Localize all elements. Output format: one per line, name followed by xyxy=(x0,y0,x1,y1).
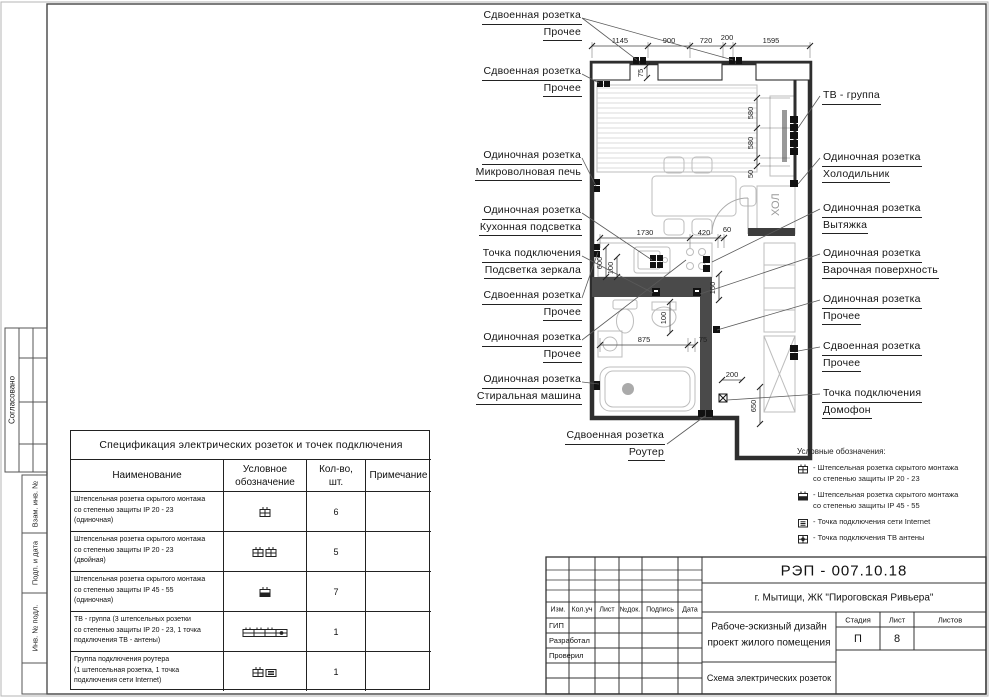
stage-value: П xyxy=(854,633,862,645)
spec-row-name: Штепсельная розетка скрытого монтажа со степенью защиты IP 20 - 23 (одиночная) xyxy=(71,491,223,531)
fridge-label: ХОЛ xyxy=(770,193,782,216)
tv-point-icon xyxy=(797,534,809,544)
svg-text:100: 100 xyxy=(606,261,615,275)
outlet-fridge xyxy=(790,180,798,187)
spec-col-symbol: Условное обозначение xyxy=(223,459,306,491)
basin-shelf xyxy=(652,302,676,310)
spec-table-title: Спецификация электрических розеток и точек подключения xyxy=(99,439,403,451)
svg-text:200: 200 xyxy=(720,33,734,42)
vzam-inv-label: Взам. инв. № xyxy=(30,480,40,528)
svg-text:600: 600 xyxy=(595,256,604,270)
bathroom-wall xyxy=(592,277,700,297)
outlet-single-ip20-icon xyxy=(223,491,306,531)
callout-fridge-outlet: Одиночная розетка Холодильник xyxy=(822,150,987,183)
floor-plan xyxy=(582,18,820,458)
legend-item: - Штепсельная розетка скрытого монтажа со степенью защиты IP 20 - 23 xyxy=(797,463,990,485)
toilet-tank xyxy=(613,300,637,309)
spec-row-name: Группа подключения роутера (1 штепсельная розетка, 1 точка подключения сети Internet) xyxy=(71,651,223,691)
rev-header-izm: Изм. xyxy=(550,606,566,614)
hob-burner xyxy=(699,249,706,256)
outlet-washer xyxy=(594,381,600,390)
rev-header-ndok: №док. xyxy=(619,606,641,614)
spec-table xyxy=(70,430,430,690)
outlet-counter-cluster xyxy=(650,255,663,268)
svg-text:720: 720 xyxy=(699,36,713,45)
outlet-hall-right xyxy=(790,345,798,360)
outlet-double-ip20-icon xyxy=(223,531,306,571)
rev-header-list: Лист xyxy=(599,606,615,614)
hall-wall xyxy=(700,277,712,418)
floor-plan-outlets xyxy=(594,57,798,417)
svg-text:75: 75 xyxy=(698,335,708,344)
table xyxy=(652,176,736,216)
spec-row-qty: 6 xyxy=(306,491,365,531)
callout-hob-outlet: Одиночная розетка Варочная поверхность xyxy=(822,246,987,279)
outlet-mirror xyxy=(652,288,660,296)
legend-item: - Штепсельная розетка скрытого монтажа со степенью защиты IP 45 - 55 xyxy=(797,490,990,512)
svg-text:1595: 1595 xyxy=(762,36,780,45)
spec-row-note xyxy=(365,651,431,691)
outlet-single-ip45-icon xyxy=(797,491,809,501)
svg-text:650: 650 xyxy=(749,399,758,413)
spec-row-qty: 7 xyxy=(306,571,365,611)
callout-router-outlet: Сдвоенная розетка Роутер xyxy=(480,428,665,461)
spec-row-qty: 5 xyxy=(306,531,365,571)
svg-text:900: 900 xyxy=(662,36,676,45)
spec-col-note: Примечание xyxy=(365,459,431,491)
outlet-microwave xyxy=(594,179,600,192)
router-group-icon xyxy=(223,651,306,691)
podp-data-label: Подп. и дата xyxy=(30,540,40,586)
callout-microwave-outlet: Одиночная розетка Микроволновая печь xyxy=(440,148,582,181)
chair xyxy=(664,157,684,173)
outlet-single-ip45-icon xyxy=(223,571,306,611)
role-checked: Проверил xyxy=(549,651,584,660)
spec-row-note xyxy=(365,611,431,651)
spec-col-qty: Кол-во, шт. xyxy=(306,459,365,491)
svg-text:60: 60 xyxy=(722,225,732,234)
svg-text:1145: 1145 xyxy=(611,36,629,45)
callout-double-outlet-other-top: Сдвоенная розетка Прочее xyxy=(440,8,582,41)
rev-header-data: Дата xyxy=(682,606,698,614)
tv-group-outlets xyxy=(790,116,798,155)
callout-single-outlet-other: Одиночная розетка Прочее xyxy=(440,330,582,363)
chair xyxy=(692,157,712,173)
spec-row-note xyxy=(365,531,431,571)
toilet-bowl xyxy=(617,309,634,333)
internet-point-icon xyxy=(797,518,809,528)
svg-text:75: 75 xyxy=(636,68,645,78)
intercom-point xyxy=(719,394,727,402)
approved-label: Согласовано xyxy=(7,375,17,425)
inv-podl-label: Инв. № подл. xyxy=(30,604,40,652)
callout-single-outlet-other-right: Одиночная розетка Прочее xyxy=(822,292,987,325)
svg-text:150: 150 xyxy=(708,281,717,295)
double-outlet-corner xyxy=(597,81,610,87)
stage-label: Стадия xyxy=(845,615,871,625)
svg-text:1730: 1730 xyxy=(636,228,654,237)
svg-text:875: 875 xyxy=(637,335,651,344)
project-location: г. Мытищи, ЖК "Пироговская Ривьера" xyxy=(754,592,934,604)
callout-double-outlet-other-3: Сдвоенная розетка Прочее xyxy=(440,288,582,321)
callout-tv-group: ТВ - группа xyxy=(822,88,987,120)
doc-number: РЭП - 007.10.18 xyxy=(780,562,908,580)
svg-text:200: 200 xyxy=(725,370,739,379)
svg-text:580: 580 xyxy=(746,106,755,120)
dimension-labels xyxy=(595,33,779,412)
callout-washing-machine-outlet: Одиночная розетка Стиральная машина xyxy=(440,372,582,405)
outlet-hood-pair xyxy=(703,256,710,272)
project-name-line2: проект жилого помещения xyxy=(707,637,831,649)
spec-row-qty: 1 xyxy=(306,651,365,691)
sheet-value: 8 xyxy=(893,633,901,645)
floor-plan-furniture xyxy=(597,85,795,412)
callout-kitchen-light-outlet: Одиночная розетка Кухонная подсветка xyxy=(440,203,582,236)
legend-title: Условные обозначения: xyxy=(797,447,886,456)
hob-burner xyxy=(687,249,694,256)
callout-double-outlet-other-right: Сдвоенная розетка Прочее xyxy=(822,339,987,372)
outlet-single-ip20-icon xyxy=(797,464,809,474)
spec-row-qty: 1 xyxy=(306,611,365,651)
role-developed: Разработал xyxy=(549,636,590,645)
floor-plan-walls xyxy=(592,63,810,458)
legend-item: - Точка подключения сети Internet xyxy=(797,517,990,528)
spec-row-name: Штепсельная розетка скрытого монтажа со степенью защиты IP 45 - 55 (одиночная) xyxy=(71,571,223,611)
chair xyxy=(664,219,684,235)
spec-row-note xyxy=(365,571,431,611)
callout-mirror-light-point: Точка подключения Подсветка зеркала xyxy=(440,246,582,279)
svg-text:50: 50 xyxy=(746,169,755,179)
callout-double-outlet-other-2: Сдвоенная розетка Прочее xyxy=(440,64,582,97)
sheet-label: Лист xyxy=(888,615,906,625)
legend-item: - Точка подключения ТВ антены xyxy=(797,533,990,544)
legend xyxy=(797,447,990,549)
svg-text:580: 580 xyxy=(746,136,755,150)
spec-row-name: Штепсельная розетка скрытого монтажа со степенью защиты IP 20 - 23 (двойная) xyxy=(71,531,223,571)
spec-row-name: ТВ - группа (3 штепсельных розетки со степенью защиты IP 20 - 23, 1 точка подключения ТВ - антены) xyxy=(71,611,223,651)
callout-intercom-point: Точка подключения Домофон xyxy=(822,386,987,419)
rev-header-podpis: Подпись xyxy=(646,606,674,614)
tv-group-icon xyxy=(223,611,306,651)
drawing-name: Схема электрических розеток xyxy=(706,673,832,683)
outlet-bath-wall xyxy=(693,288,701,296)
sheets-label: Листов xyxy=(937,615,963,625)
tv xyxy=(782,110,787,162)
spec-row-note xyxy=(365,491,431,531)
role-gip: ГИП xyxy=(549,621,564,630)
bathtub xyxy=(600,367,695,411)
svg-text:420: 420 xyxy=(697,228,711,237)
svg-text:100: 100 xyxy=(659,311,668,325)
project-name-line1: Рабоче-эскизный дизайн xyxy=(711,621,827,633)
spec-col-name: Наименование xyxy=(71,459,223,491)
rev-header-koluch: Кол.уч xyxy=(571,606,593,614)
callout-hood-outlet: Одиночная розетка Вытяжка xyxy=(822,201,987,234)
hob-burner xyxy=(687,263,694,270)
